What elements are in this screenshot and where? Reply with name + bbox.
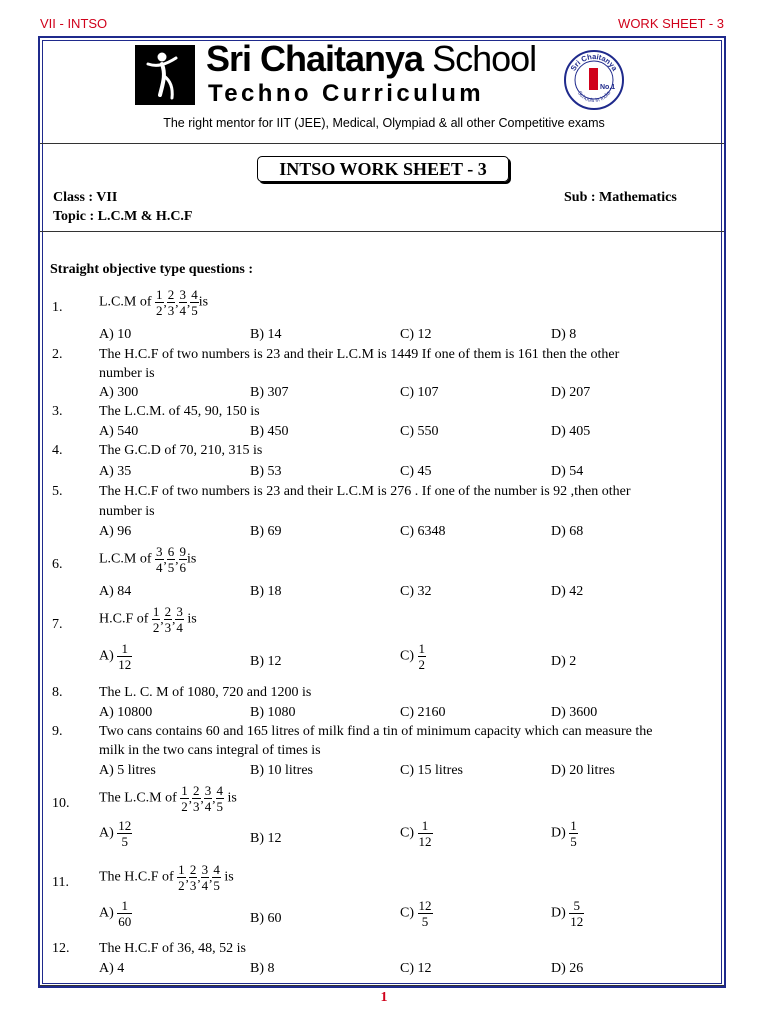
fraction-denominator: 6 bbox=[179, 560, 186, 575]
answer-option bbox=[400, 705, 446, 721]
option-letter: B) bbox=[250, 911, 268, 926]
answer-option bbox=[99, 819, 132, 848]
option-value: 1080 bbox=[267, 705, 296, 720]
comma-separator: , bbox=[187, 294, 191, 310]
number-one-seal-icon bbox=[563, 49, 625, 111]
option-value: 4 bbox=[117, 961, 125, 976]
fraction-denominator: 4 bbox=[156, 560, 163, 575]
question-text: The G.C.D of 70, 210, 315 is bbox=[99, 443, 263, 458]
answer-option bbox=[99, 642, 132, 671]
fraction-denominator: 5 bbox=[213, 878, 220, 893]
answer-option bbox=[400, 327, 432, 343]
question-suffix: is bbox=[183, 611, 197, 627]
question-prefix: L.C.M of bbox=[99, 294, 155, 310]
answer-option bbox=[250, 385, 289, 401]
option-value: 14 bbox=[267, 327, 282, 342]
option-value: 12 bbox=[417, 327, 432, 342]
fraction bbox=[190, 288, 199, 317]
fraction-denominator: 3 bbox=[193, 799, 200, 814]
option-letter: C) bbox=[400, 705, 418, 720]
runner-logo-icon bbox=[135, 45, 195, 105]
answer-option bbox=[400, 642, 426, 671]
fraction bbox=[418, 899, 433, 928]
fraction bbox=[175, 605, 184, 634]
answer-option bbox=[250, 911, 282, 927]
fraction-numerator: 3 bbox=[176, 604, 183, 619]
fraction-numerator: 3 bbox=[204, 783, 212, 798]
answer-option bbox=[250, 763, 313, 779]
subject-label: Sub : Mathematics bbox=[564, 190, 677, 205]
option-value: 405 bbox=[569, 424, 591, 439]
school-name: Sri Chaitanya School bbox=[206, 38, 537, 79]
option-letter: C) bbox=[400, 424, 418, 439]
option-letter: A) bbox=[99, 385, 118, 400]
question-text-continued: number is bbox=[99, 366, 155, 381]
option-letter: A) bbox=[99, 961, 118, 976]
option-value: 540 bbox=[117, 424, 139, 439]
comma-separator: , bbox=[163, 551, 167, 567]
fraction bbox=[418, 642, 427, 671]
fraction-denominator: 4 bbox=[201, 878, 209, 893]
fraction-numerator: 1 bbox=[117, 642, 132, 657]
answer-option bbox=[551, 424, 590, 440]
question-suffix: is bbox=[220, 869, 234, 885]
fraction-numerator: 1 bbox=[156, 287, 163, 302]
fraction-denominator: 5 bbox=[121, 834, 129, 849]
answer-option bbox=[99, 524, 131, 540]
class-label: Class : VII bbox=[53, 190, 118, 205]
option-value: 45 bbox=[417, 464, 432, 479]
answer-option bbox=[551, 763, 615, 779]
option-letter: D) bbox=[551, 524, 570, 539]
svg-text:No.1: No.1 bbox=[600, 84, 616, 91]
fraction bbox=[192, 784, 201, 813]
option-letter: C) bbox=[400, 905, 414, 921]
answer-option bbox=[400, 584, 432, 600]
fraction-numerator: 1 bbox=[152, 604, 160, 619]
answer-option bbox=[551, 385, 590, 401]
answer-option bbox=[250, 705, 296, 721]
option-letter: A) bbox=[99, 905, 114, 921]
question-text-continued: number is bbox=[99, 504, 155, 519]
fraction-denominator: 5 bbox=[167, 560, 175, 575]
option-value: 35 bbox=[117, 464, 132, 479]
question-text bbox=[99, 545, 196, 574]
question-prefix: H.C.F of bbox=[99, 611, 152, 627]
fraction-numerator: 1 bbox=[117, 899, 132, 914]
fraction bbox=[155, 288, 164, 317]
fraction-numerator: 4 bbox=[191, 287, 198, 302]
answer-option bbox=[99, 705, 152, 721]
fraction bbox=[179, 545, 188, 574]
question-number: 2. bbox=[52, 347, 63, 362]
fraction bbox=[569, 819, 578, 848]
topic-label: Topic : L.C.M & H.C.F bbox=[53, 209, 193, 224]
comma-separator: , bbox=[175, 294, 179, 310]
answer-option bbox=[250, 654, 282, 670]
question-prefix: The L.C.M of bbox=[99, 790, 181, 806]
question-text: Two cans contains 60 and 165 litres of milk find a tin of minimum capacity which can measure the bbox=[99, 724, 653, 739]
fraction-denominator: 3 bbox=[189, 878, 197, 893]
option-letter: D) bbox=[551, 825, 566, 841]
option-letter: D) bbox=[551, 654, 570, 669]
fraction bbox=[155, 545, 164, 574]
option-value: 96 bbox=[117, 524, 132, 539]
answer-option bbox=[250, 327, 282, 343]
option-letter: A) bbox=[99, 763, 118, 778]
fraction bbox=[204, 783, 216, 814]
question-number: 6. bbox=[52, 557, 63, 572]
fraction-numerator: 1 bbox=[418, 641, 425, 656]
fraction bbox=[164, 604, 176, 635]
answer-option bbox=[551, 705, 597, 721]
fraction bbox=[201, 862, 213, 893]
fraction-denominator: 60 bbox=[118, 914, 132, 929]
answer-option bbox=[400, 961, 432, 977]
fraction bbox=[117, 899, 132, 928]
option-letter: D) bbox=[551, 905, 566, 921]
option-value: 20 litres bbox=[569, 763, 615, 778]
comma-separator: , bbox=[185, 869, 189, 885]
fraction bbox=[167, 544, 179, 575]
fraction bbox=[216, 784, 225, 813]
fraction-numerator: 2 bbox=[167, 287, 175, 302]
fraction-denominator: 2 bbox=[181, 799, 188, 814]
option-value: 10 bbox=[117, 327, 132, 342]
question-text bbox=[99, 605, 197, 634]
svg-text:Schools in India: Schools in India bbox=[576, 90, 612, 105]
fraction bbox=[418, 819, 433, 848]
option-letter: A) bbox=[99, 424, 118, 439]
fraction-denominator: 12 bbox=[570, 914, 584, 929]
option-value: 300 bbox=[117, 385, 139, 400]
fraction bbox=[212, 863, 221, 892]
comma-separator: , bbox=[160, 611, 164, 627]
option-letter: A) bbox=[99, 327, 118, 342]
fraction-numerator: 12 bbox=[418, 898, 432, 913]
option-value: 207 bbox=[569, 385, 591, 400]
question-prefix: L.C.M of bbox=[99, 551, 155, 567]
fraction bbox=[117, 642, 132, 671]
fraction-denominator: 5 bbox=[421, 914, 429, 929]
option-letter: B) bbox=[250, 385, 268, 400]
answer-option bbox=[99, 961, 124, 977]
option-value: 8 bbox=[569, 327, 577, 342]
option-letter: B) bbox=[250, 763, 268, 778]
comma-separator: , bbox=[212, 790, 216, 806]
question-suffix: is bbox=[187, 551, 197, 567]
option-letter: B) bbox=[250, 464, 268, 479]
fraction-denominator: 5 bbox=[216, 799, 224, 814]
section-heading: Straight objective type questions : bbox=[50, 262, 253, 277]
option-letter: D) bbox=[551, 763, 570, 778]
svg-text:Sri Chaitanya: Sri Chaitanya bbox=[568, 51, 620, 73]
answer-option bbox=[400, 763, 463, 779]
comma-separator: , bbox=[175, 551, 179, 567]
fraction-denominator: 12 bbox=[118, 657, 132, 672]
fraction-numerator: 1 bbox=[418, 819, 433, 834]
worksheet-title: INTSO WORK SHEET - 3 bbox=[257, 156, 509, 182]
fraction-denominator: 3 bbox=[167, 303, 175, 318]
option-value: 2 bbox=[569, 654, 577, 669]
answer-option bbox=[99, 584, 131, 600]
option-value: 42 bbox=[569, 584, 584, 599]
question-text bbox=[99, 863, 234, 892]
question-prefix: The H.C.F of bbox=[99, 869, 178, 885]
answer-option bbox=[99, 424, 138, 440]
answer-option bbox=[551, 961, 583, 977]
option-letter: C) bbox=[400, 385, 418, 400]
question-number: 10. bbox=[52, 796, 70, 811]
fraction-numerator: 3 bbox=[201, 862, 209, 877]
question-number: 1. bbox=[52, 300, 63, 315]
fraction-numerator: 3 bbox=[156, 544, 163, 559]
option-letter: C) bbox=[400, 327, 418, 342]
option-value: 69 bbox=[267, 524, 282, 539]
option-letter: D) bbox=[551, 385, 570, 400]
fraction-denominator: 4 bbox=[176, 620, 183, 635]
option-value: 12 bbox=[267, 831, 282, 846]
question-text: The L. C. M of 1080, 720 and 1200 is bbox=[99, 685, 312, 700]
answer-option bbox=[551, 654, 576, 670]
option-value: 26 bbox=[569, 961, 584, 976]
fraction-denominator: 2 bbox=[418, 657, 425, 672]
question-suffix: is bbox=[224, 790, 237, 806]
option-letter: C) bbox=[400, 584, 418, 599]
fraction-numerator: 2 bbox=[189, 862, 197, 877]
question-text-continued: milk in the two cans integral of times is bbox=[99, 743, 321, 758]
running-header-right: WORK SHEET - 3 bbox=[618, 16, 724, 31]
fraction bbox=[177, 863, 186, 892]
answer-option bbox=[99, 763, 156, 779]
option-letter: B) bbox=[250, 961, 268, 976]
option-value: 12 bbox=[417, 961, 432, 976]
fraction-numerator: 2 bbox=[193, 783, 200, 798]
option-letter: C) bbox=[400, 648, 414, 664]
option-value: 15 litres bbox=[417, 763, 463, 778]
question-number: 12. bbox=[52, 941, 70, 956]
question-number: 11. bbox=[52, 875, 69, 890]
fraction-numerator: 1 bbox=[570, 818, 577, 833]
question-text bbox=[99, 784, 237, 813]
option-letter: B) bbox=[250, 705, 268, 720]
option-letter: A) bbox=[99, 524, 118, 539]
option-value: 68 bbox=[569, 524, 584, 539]
answer-option bbox=[551, 524, 583, 540]
question-text: The H.C.F of two numbers is 23 and their L.C.M is 1449 If one of them is 161 then the other bbox=[99, 347, 620, 362]
option-value: 12 bbox=[267, 654, 282, 669]
option-value: 107 bbox=[417, 385, 439, 400]
question-number: 4. bbox=[52, 443, 63, 458]
answer-option bbox=[99, 464, 131, 480]
question-text: The L.C.M. of 45, 90, 150 is bbox=[99, 404, 260, 419]
comma-separator: , bbox=[209, 869, 213, 885]
option-letter: B) bbox=[250, 327, 268, 342]
fraction bbox=[569, 899, 584, 928]
option-letter: B) bbox=[250, 424, 268, 439]
option-value: 550 bbox=[417, 424, 439, 439]
option-value: 32 bbox=[417, 584, 432, 599]
fraction-numerator: 2 bbox=[164, 604, 172, 619]
fraction-numerator: 3 bbox=[179, 287, 186, 302]
answer-option bbox=[551, 819, 578, 848]
answer-option bbox=[400, 899, 433, 928]
comma-separator: , bbox=[200, 790, 204, 806]
header-divider bbox=[40, 143, 724, 144]
question-number: 3. bbox=[52, 404, 63, 419]
answer-option bbox=[99, 385, 138, 401]
option-value: 60 bbox=[267, 911, 282, 926]
option-letter: B) bbox=[250, 654, 268, 669]
option-value: 6348 bbox=[417, 524, 446, 539]
comma-separator: , bbox=[197, 869, 201, 885]
question-text: The H.C.F of 36, 48, 52 is bbox=[99, 941, 246, 956]
question-text bbox=[99, 288, 208, 317]
fraction-denominator: 5 bbox=[191, 303, 198, 318]
fraction-numerator: 12 bbox=[118, 818, 132, 833]
answer-option bbox=[99, 899, 132, 928]
option-letter: D) bbox=[551, 464, 570, 479]
answer-option bbox=[250, 424, 289, 440]
fraction-denominator: 2 bbox=[152, 620, 160, 635]
comma-separator: , bbox=[163, 294, 167, 310]
fraction-numerator: 4 bbox=[216, 783, 224, 798]
option-letter: B) bbox=[250, 831, 268, 846]
fraction bbox=[117, 819, 132, 848]
question-suffix: is bbox=[198, 294, 209, 310]
option-value: 5 litres bbox=[117, 763, 156, 778]
question-number: 9. bbox=[52, 724, 63, 739]
answer-option bbox=[250, 524, 282, 540]
option-value: 53 bbox=[267, 464, 282, 479]
option-value: 84 bbox=[117, 584, 132, 599]
fraction-denominator: 3 bbox=[164, 620, 172, 635]
option-letter: B) bbox=[250, 584, 268, 599]
meta-divider bbox=[40, 231, 724, 232]
option-letter: C) bbox=[400, 825, 414, 841]
answer-option bbox=[551, 327, 576, 343]
answer-option bbox=[400, 385, 439, 401]
school-subtitle: Techno Curriculum bbox=[208, 80, 485, 107]
answer-option bbox=[250, 584, 282, 600]
question-number: 5. bbox=[52, 484, 63, 499]
option-value: 54 bbox=[569, 464, 584, 479]
option-letter: D) bbox=[551, 705, 570, 720]
option-value: 2160 bbox=[417, 705, 446, 720]
option-value: 450 bbox=[267, 424, 289, 439]
answer-option bbox=[250, 464, 282, 480]
option-letter: D) bbox=[551, 961, 570, 976]
fraction bbox=[167, 287, 179, 318]
fraction-numerator: 9 bbox=[179, 544, 186, 559]
page-number: 1 bbox=[380, 990, 388, 1005]
option-letter: C) bbox=[400, 961, 418, 976]
option-letter: D) bbox=[551, 584, 570, 599]
answer-option bbox=[250, 831, 282, 847]
fraction bbox=[180, 784, 189, 813]
running-header-left: VII - INTSO bbox=[40, 16, 108, 31]
option-value: 10 litres bbox=[267, 763, 313, 778]
option-letter: D) bbox=[551, 424, 570, 439]
fraction-denominator: 2 bbox=[178, 878, 185, 893]
option-value: 18 bbox=[267, 584, 282, 599]
answer-option bbox=[99, 327, 131, 343]
fraction-denominator: 4 bbox=[204, 799, 212, 814]
option-letter: A) bbox=[99, 825, 114, 841]
answer-option bbox=[400, 819, 433, 848]
option-letter: C) bbox=[400, 464, 418, 479]
option-letter: B) bbox=[250, 524, 268, 539]
question-text: The H.C.F of two numbers is 23 and their L.C.M is 276 . If one of the number is 92 ,then other bbox=[99, 484, 631, 499]
fraction-denominator: 2 bbox=[156, 303, 163, 318]
question-number: 7. bbox=[52, 617, 63, 632]
fraction-denominator: 5 bbox=[570, 834, 577, 849]
fraction-numerator: 1 bbox=[181, 783, 188, 798]
answer-option bbox=[400, 524, 446, 540]
question-number: 8. bbox=[52, 685, 63, 700]
comma-separator: , bbox=[188, 790, 193, 806]
fraction-numerator: 4 bbox=[213, 862, 220, 877]
fraction bbox=[179, 287, 191, 318]
answer-option bbox=[250, 961, 275, 977]
tagline: The right mentor for IIT (JEE), Medical, Olympiad & all other Competitive exams bbox=[163, 116, 605, 130]
fraction-denominator: 12 bbox=[418, 834, 432, 849]
answer-option bbox=[551, 464, 583, 480]
footer-divider bbox=[40, 985, 724, 986]
option-letter: D) bbox=[551, 327, 570, 342]
answer-option bbox=[400, 464, 432, 480]
option-value: 10800 bbox=[117, 705, 153, 720]
option-value: 3600 bbox=[569, 705, 598, 720]
fraction-denominator: 4 bbox=[179, 303, 186, 318]
option-letter: A) bbox=[99, 464, 118, 479]
fraction-numerator: 6 bbox=[167, 544, 175, 559]
option-letter: C) bbox=[400, 524, 418, 539]
comma-separator: , bbox=[172, 611, 176, 627]
answer-option bbox=[551, 584, 583, 600]
answer-option bbox=[400, 424, 439, 440]
fraction-numerator: 1 bbox=[178, 862, 185, 877]
option-letter: A) bbox=[99, 648, 114, 664]
answer-option bbox=[551, 899, 584, 928]
option-value: 8 bbox=[267, 961, 275, 976]
fraction-numerator: 5 bbox=[569, 899, 584, 914]
option-letter: A) bbox=[99, 705, 118, 720]
option-letter: C) bbox=[400, 763, 418, 778]
option-letter: A) bbox=[99, 584, 118, 599]
option-value: 307 bbox=[267, 385, 289, 400]
